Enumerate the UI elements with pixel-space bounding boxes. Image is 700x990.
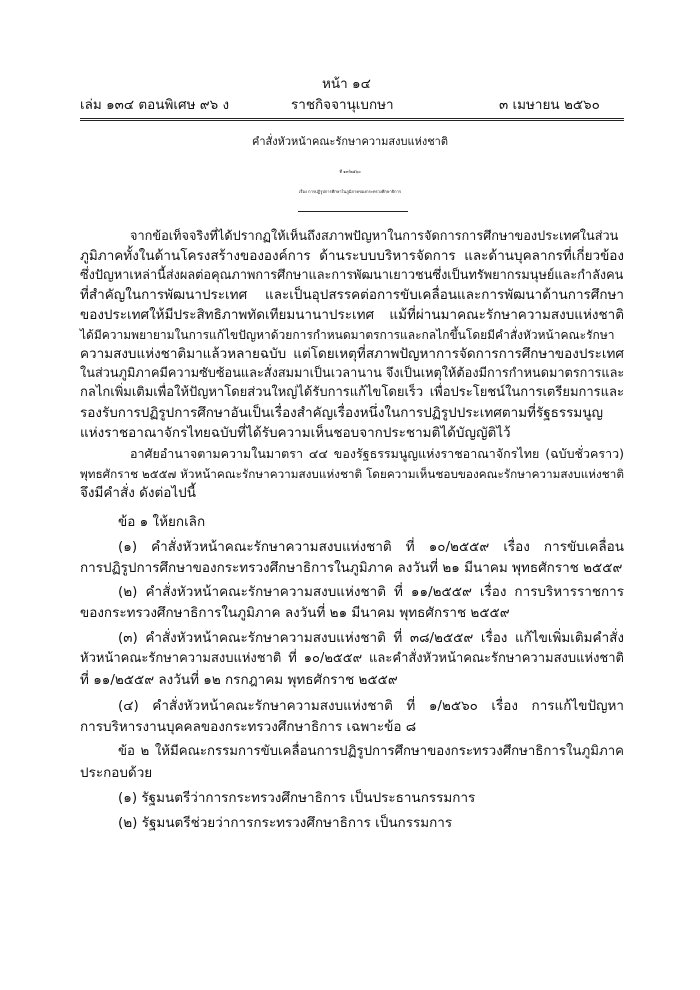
body-line: กลไกเพิ่มเติมเพื่อให้ปัญหาโดยส่วนใหญ่ได้รับการแก้ไขโดยเร็ว เพื่อประโยชน์ในการเตรียมการและ [80, 385, 624, 400]
volume-info: เล่ม ๑๓๔ ตอนพิเศษ ๙๖ ง [80, 97, 230, 113]
header-rule [80, 118, 624, 119]
body-line: (๓) คำสั่งหัวหน้าคณะรักษาความสงบแห่งชาติ ที่ ๓๘/๒๕๕๙ เรื่อง แก้ไขเพิ่มเติมคำสั่ง [118, 630, 624, 646]
body-line: (๒) รัฐมนตรีช่วยว่าการกระทรวงศึกษาธิการ เป็นกรรมการ [118, 815, 453, 831]
body-line: จากข้อเท็จจริงที่ได้ปรากฏให้เห็นถึงสภาพปัญหาในการจัดการการศึกษาของประเทศในส่วน [130, 229, 619, 244]
body-line: ของประเทศให้มีประสิทธิภาพทัดเทียมนานาประเทศ แม้ที่ผ่านมาคณะรักษาความสงบแห่งชาติ [80, 307, 624, 323]
body-line: (๑) รัฐมนตรีว่าการกระทรวงศึกษาธิการ เป็นประธานกรรมการ [118, 790, 476, 806]
body-line: (๔) คำสั่งหัวหน้าคณะรักษาความสงบแห่งชาติ ที่ ๑/๒๕๖๐ เรื่อง การแก้ไขปัญหา [118, 698, 624, 714]
body-line: การบริหารงานบุคคลของกระทรวงศึกษาธิการ เฉพาะข้อ ๘ [80, 719, 417, 735]
body-line: ซึ่งปัญหาเหล่านี้ส่งผลต่อคุณภาพการศึกษาและการพัฒนาเยาวชนซึ่งเป็นทรัพยากรมนุษย์และกำลังคน [80, 268, 624, 283]
body-line: ของกระทรวงศึกษาธิการในภูมิภาค ลงวันที่ ๒๑ มีนาคม พุทธศักราช ๒๕๕๙ [80, 605, 510, 621]
body-line: แห่งราชอาณาจักรไทยฉบับที่ได้รับความเห็นชอบจากประชามติได้บัญญัติไว้ [80, 425, 511, 441]
body-line: ความสงบแห่งชาติมาแล้วหลายฉบับ แต่โดยเหตุที่สภาพปัญหาการจัดการการศึกษาของประเทศ [80, 346, 624, 362]
body-line: (๑) คำสั่งหัวหน้าคณะรักษาความสงบแห่งชาติ ที่ ๑๐/๒๕๕๙ เรื่อง การขับเคลื่อน [118, 539, 624, 555]
clause-heading: ข้อ ๒ ให้มีคณะกรรมการขับเคลื่อนการปฏิรูปการศึกษาของกระทรวงศึกษาธิการในภูมิภาค [118, 744, 624, 759]
body-line: (๒) คำสั่งหัวหน้าคณะรักษาความสงบแห่งชาติ ที่ ๑๑/๒๕๕๙ เรื่อง การบริหารราชการ [118, 584, 624, 600]
body-line: อาศัยอำนาจตามความในมาตรา ๔๔ ของรัฐธรรมนูญแห่งราชอาณาจักรไทย (ฉบับชั่วคราว) [130, 446, 624, 461]
body-line: ที่ ๑๑/๒๕๕๙ ลงวันที่ ๑๒ กรกฎาคม พุทธศักราช ๒๕๕๙ [80, 672, 398, 688]
order-number: ที่ ๑๙/๒๕๖๐ [339, 169, 361, 174]
gazette-name: ราชกิจจานุเบกษา [291, 97, 394, 113]
order-subject: เรื่อง การปฏิรูปการศึกษาในภูมิภาคของกระทรวงศึกษาธิการ [299, 189, 401, 194]
publish-date: ๓ เมษายน ๒๕๖๐ [499, 97, 600, 113]
body-line: ในส่วนภูมิภาคมีความซับซ้อนและสั่งสมมาเป็นเวลานาน จึงเป็นเหตุให้ต้องมีการกำหนดมาตรการและ [80, 366, 625, 381]
body-line: หัวหน้าคณะรักษาความสงบแห่งชาติ ที่ ๑๐/๒๕๕๙ และคำสั่งหัวหน้าคณะรักษาความสงบแห่งชาติ [80, 651, 624, 666]
body-line: ภูมิภาคทั้งในด้านโครงสร้างขององค์การ ด้านระบบบริหารจัดการ และด้านบุคลากรที่เกี่ยวข้อง [80, 248, 624, 264]
body-line: จึงมีคำสั่ง ดังต่อไปนี้ [80, 485, 196, 501]
body-line: การปฏิรูปการศึกษาของกระทรวงศึกษาธิการในภูมิภาค ลงวันที่ ๒๑ มีนาคม พุทธศักราช ๒๕๕๙ [80, 560, 623, 576]
clause-heading: ข้อ ๑ ให้ยกเลิก [118, 514, 206, 530]
title-separator [298, 211, 408, 212]
body-line: ที่สำคัญในการพัฒนาประเทศ และเป็นอุปสรรคต่อการขับเคลื่อนและการพัฒนาด้านการศึกษา [80, 287, 624, 303]
page-number: หน้า ๑๔ [322, 76, 371, 92]
body-line: ได้มีความพยายามในการแก้ไขปัญหาด้วยการกำหนดมาตรการและกลไกขึ้นโดยมีคำสั่งหัวหน้าคณะรักษา [80, 328, 615, 342]
body-line: รองรับการปฏิรูปการศึกษาอันเป็นเรื่องสำคัญเรื่องหนึ่งในการปฏิรูปประเทศตามที่รัฐธรรมนูญ [80, 405, 604, 421]
header-rule-double [80, 120, 624, 121]
body-line: ประกอบด้วย [80, 765, 153, 781]
body-line: พุทธศักราช ๒๕๕๗ หัวหน้าคณะรักษาความสงบแห่งชาติ โดยความเห็นชอบของคณะรักษาความสงบแห่งชาติ [80, 467, 624, 481]
order-title: คำสั่งหัวหน้าคณะรักษาความสงบแห่งชาติ [252, 135, 448, 148]
